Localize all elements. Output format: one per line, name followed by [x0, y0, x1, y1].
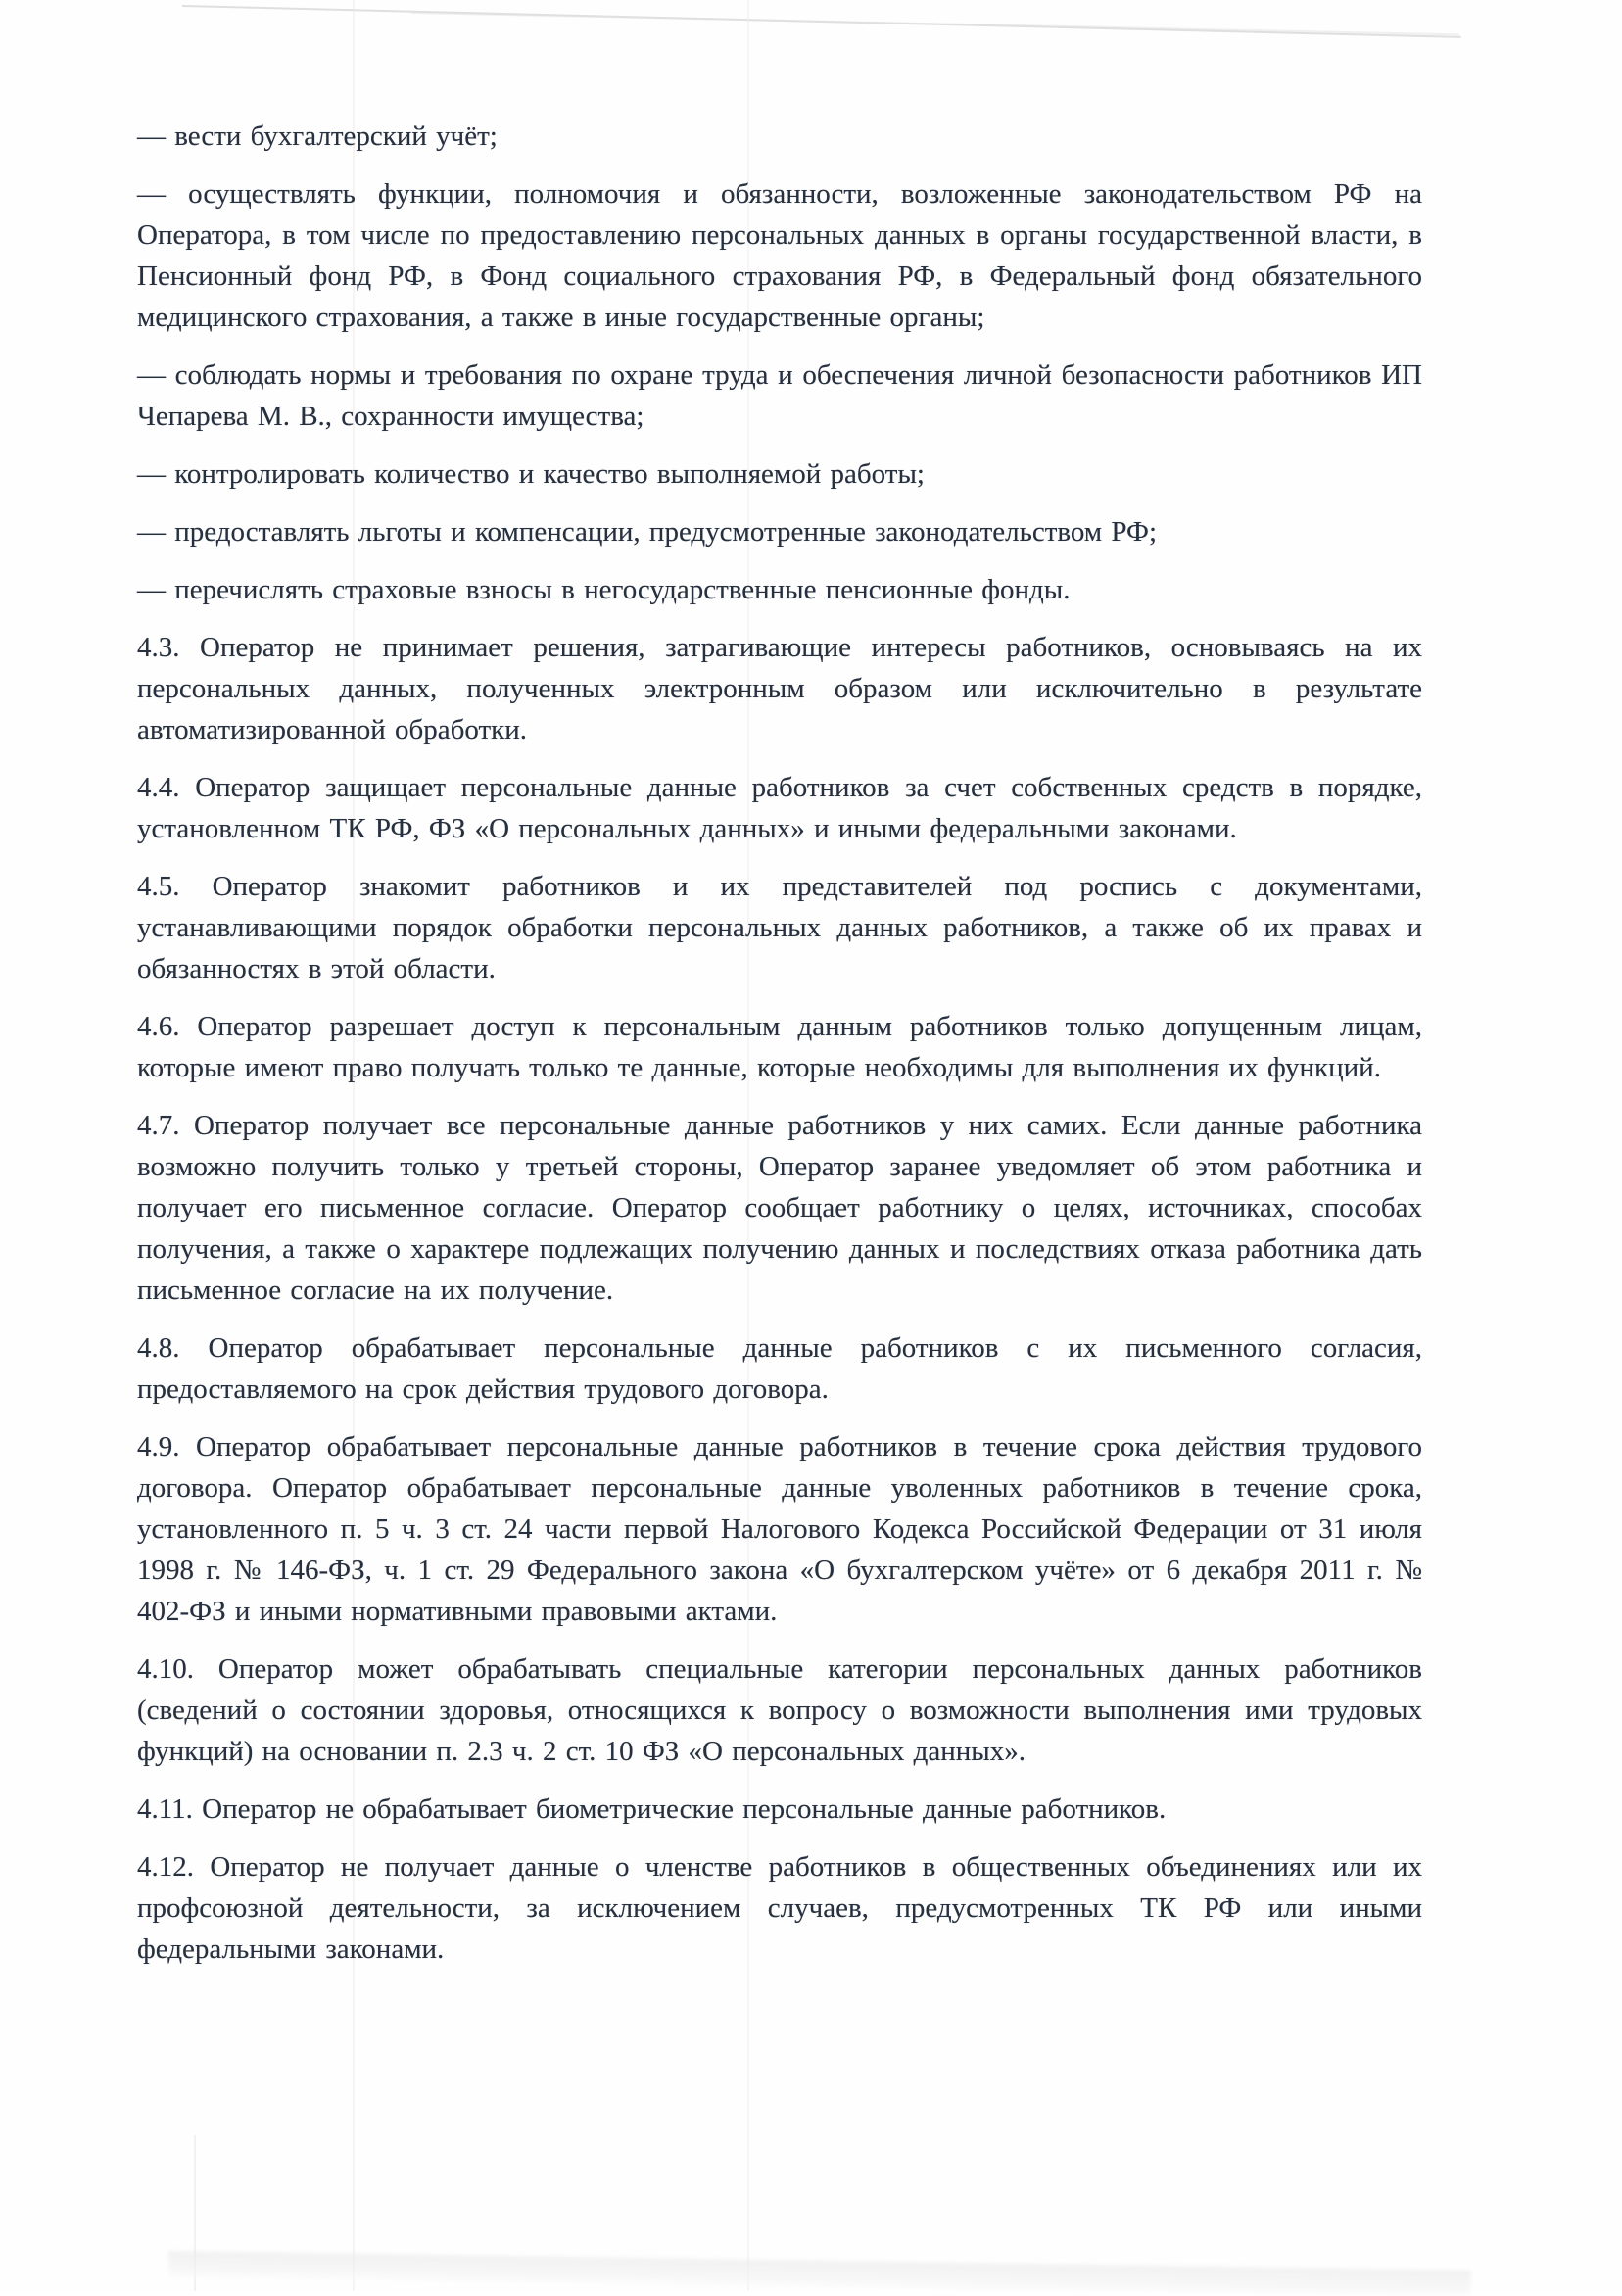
- paragraph-clause-4-5: 4.5. Оператор знакомит работников и их представителей под роспись с документами, устанавливающими порядок обработки персональных данных работников, а также об их правах и обязанностях в этой области.: [137, 871, 1422, 984]
- scan-shadow-artifact-bottom: [168, 2251, 1471, 2296]
- paragraph-bullet-benefits: — предоставлять льготы и компенсации, предусмотренные законодательством РФ;: [137, 516, 1158, 548]
- paragraph-clause-4-9: 4.9. Оператор обрабатывает персональные данные работников в течение срока действия трудового договора. Оператор обрабатывает персональные данные уволенных работников в течение срока, установленного п. 5 ч. 3 ст. 24 части первой Налогового Кодекса Российской Федерации от 31 июля 1998 г. № 146-ФЗ, ч. 1 ст. 29 Федерального закона «О бухгалтерском учёте» от 6 декабря 2011 г. № 402-ФЗ и иными нормативными правовыми актами.: [137, 1431, 1422, 1627]
- paragraph-clause-4-11: 4.11. Оператор не обрабатывает биометрические персональные данные работников.: [137, 1794, 1167, 1825]
- paragraph-clause-4-12: 4.12. Оператор не получает данные о членстве работников в общественных объединениях или их профсоюзной деятельности, за исключением случаев, предусмотренных ТК РФ или иными федеральными законами.: [137, 1851, 1422, 1965]
- paragraph-bullet-pension-funds: — перечислять страховые взносы в негосударственные пенсионные фонды.: [137, 574, 1071, 605]
- paragraph-clause-4-8: 4.8. Оператор обрабатывает персональные данные работников с их письменного согласия, предоставляемого на срок действия трудового договора.: [137, 1332, 1422, 1405]
- paragraph-clause-4-6: 4.6. Оператор разрешает доступ к персональным данным работников только допущенным лицам, которые имеют право получать только те данные, которые необходимы для выполнения их функций.: [137, 1011, 1422, 1083]
- paragraph-bullet-accounting: — вести бухгалтерский учёт;: [137, 120, 498, 152]
- paragraph-clause-4-3: 4.3. Оператор не принимает решения, затрагивающие интересы работников, основываясь на их персональных данных, полученных электронным образом или исключительно в результате автоматизированной обработки.: [137, 632, 1422, 745]
- scan-edge-artifact-top-secondary: [411, 12, 1459, 35]
- paragraph-clause-4-10: 4.10. Оператор может обрабатывать специальные категории персональных данных работников (сведений о состоянии здоровья, относящихся к вопросу о возможности выполнения ими трудовых функций) на основании п. 2.3 ч. 2 ст. 10 ФЗ «О персональных данных».: [137, 1653, 1422, 1767]
- paragraph-bullet-work-quality: — контролировать количество и качество выполняемой работы;: [137, 458, 925, 490]
- paragraph-bullet-labor-safety: — соблюдать нормы и требования по охране труда и обеспечения личной безопасности работников ИП Чепарева М. В., сохранности имущества;: [137, 359, 1422, 432]
- paragraph-clause-4-7: 4.7. Оператор получает все персональные данные работников у них самих. Если данные работника возможно получить только у третьей стороны, Оператор заранее уведомляет об этом работника и получает его письменное согласие. Оператор сообщает работнику о целях, источниках, способах получения, а также о характере подлежащих получению данных и последствиях отказа работника дать письменное согласие на их получение.: [137, 1110, 1422, 1306]
- paragraph-bullet-functions: — осуществлять функции, полномочия и обязанности, возложенные законодательством РФ на Оператора, в том числе по предоставлению персональных данных в органы государственной власти, в Пенсионный фонд РФ, в Фонд социального страхования РФ, в Федеральный фонд обязательного медицинского страхования, а также в иные государственные органы;: [137, 178, 1422, 333]
- document-body: [137, 116, 1422, 1970]
- paragraph-clause-4-4: 4.4. Оператор защищает персональные данные работников за счет собственных средств в порядке, установленном ТК РФ, ФЗ «О персональных данных» и иными федеральными законами.: [137, 772, 1422, 844]
